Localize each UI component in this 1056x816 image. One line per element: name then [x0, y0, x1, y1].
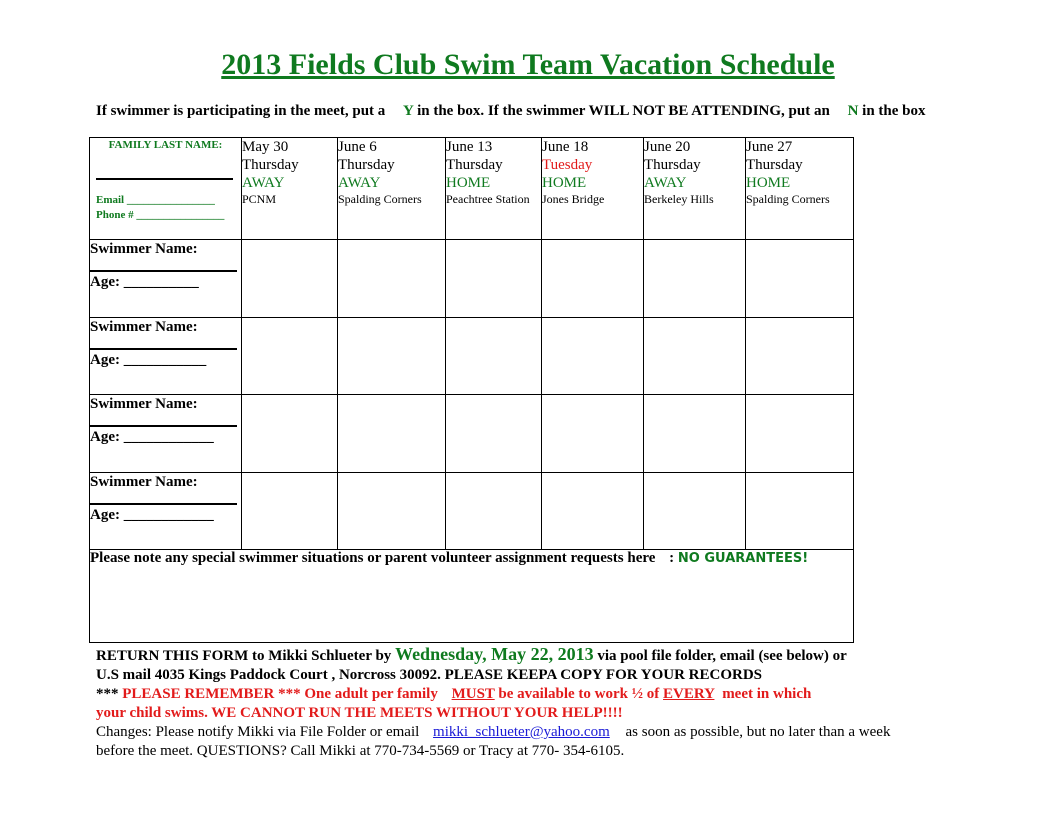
swimmer-row — [90, 395, 854, 473]
family-cell[interactable] — [90, 138, 242, 240]
attendance-box[interactable] — [338, 395, 446, 473]
attendance-box[interactable] — [542, 318, 644, 395]
swimmer-name-line[interactable] — [90, 425, 237, 427]
swimmer-name-label: Swimmer Name: — [90, 474, 198, 490]
swimmer-info-cell[interactable] — [90, 318, 242, 395]
swimmer-row — [90, 318, 854, 395]
meet-type: AWAY — [242, 175, 285, 191]
meet-location: Jones Bridge — [542, 192, 605, 206]
notes-row — [90, 550, 854, 643]
header-row — [90, 138, 854, 240]
swimmer-name-line[interactable] — [90, 503, 237, 505]
meet-date: June 20 — [644, 139, 691, 155]
page-title: 2013 Fields Club Swim Team Vacation Schedule — [221, 48, 835, 81]
meet-location: Peachtree Station — [446, 192, 530, 206]
instructions-part2: in the box. If the swimmer WILL NOT BE ATTENDING, put an — [417, 103, 830, 119]
attendance-box[interactable] — [644, 395, 746, 473]
attendance-box[interactable] — [644, 318, 746, 395]
swimmer-info-cell[interactable] — [90, 473, 242, 550]
attendance-box[interactable] — [746, 318, 854, 395]
return-text: RETURN THIS FORM to Mikki Schlueter by — [96, 648, 392, 664]
attendance-box[interactable] — [542, 473, 644, 550]
changes-text: Changes: Please notify Mikki via File Folder or email — [96, 724, 420, 740]
remember-text-3: meet in which — [722, 686, 812, 702]
email-link[interactable]: mikki_schlueter@yahoo.com — [433, 724, 610, 740]
attendance-box[interactable] — [338, 318, 446, 395]
meet-header — [542, 138, 644, 240]
attendance-box[interactable] — [242, 240, 338, 318]
meet-type: AWAY — [338, 175, 381, 191]
email-label: Email — [96, 194, 125, 206]
attendance-box[interactable] — [242, 395, 338, 473]
footer-instructions — [96, 645, 956, 761]
meet-date: June 6 — [338, 139, 377, 155]
swimmer-info-cell[interactable] — [90, 240, 242, 318]
remember-line — [96, 685, 956, 704]
attendance-box[interactable] — [242, 473, 338, 550]
meet-location: PCNM — [242, 192, 277, 206]
swimmer-name-line[interactable] — [90, 348, 237, 350]
return-method: via pool file folder, email (see below) or — [597, 648, 847, 664]
attendance-box[interactable] — [746, 473, 854, 550]
attendance-box[interactable] — [644, 473, 746, 550]
deadline: Wednesday, May 22, 2013 — [395, 644, 594, 664]
swimmer-info-cell[interactable] — [90, 395, 242, 473]
attendance-box[interactable] — [446, 395, 542, 473]
age-label: Age: — [90, 274, 120, 290]
changes-deadline: as soon as possible, but no later than a week — [625, 724, 891, 740]
attendance-box[interactable] — [644, 240, 746, 318]
swimmer-row — [90, 473, 854, 550]
must-text: MUST — [451, 686, 495, 702]
remember-text-2: be available to work ½ of — [498, 686, 660, 702]
meet-type: AWAY — [644, 175, 687, 191]
age-row[interactable]: Age: __________ — [90, 274, 199, 290]
age-label: Age: — [90, 507, 120, 523]
attendance-box[interactable] — [542, 240, 644, 318]
remember-text: PLEASE REMEMBER *** One adult per family — [122, 686, 438, 702]
meet-date: June 18 — [542, 139, 589, 155]
age-row[interactable]: Age: ____________ — [90, 507, 214, 523]
schedule-table — [89, 137, 854, 643]
instructions — [96, 103, 926, 120]
attendance-box[interactable] — [446, 240, 542, 318]
meet-day: Thursday — [746, 157, 803, 173]
meet-header — [644, 138, 746, 240]
attendance-box[interactable] — [746, 240, 854, 318]
every-text: EVERY — [663, 686, 715, 702]
meet-date: June 27 — [746, 139, 793, 155]
meet-day: Thursday — [338, 157, 395, 173]
meet-location: Berkeley Hills — [644, 192, 714, 206]
attendance-box[interactable] — [338, 240, 446, 318]
swimmer-name-line[interactable] — [90, 270, 237, 272]
meet-location: Spalding Corners — [338, 192, 422, 206]
swimmer-name-label: Swimmer Name: — [90, 241, 198, 257]
no-marker: N — [847, 103, 859, 119]
age-label: Age: — [90, 429, 120, 445]
return-line — [96, 645, 956, 666]
attendance-box[interactable] — [338, 473, 446, 550]
mail-line: U.S mail 4035 Kings Paddock Court , Norcross 30092. PLEASE KEEPA COPY FOR YOUR RECORDS — [96, 667, 763, 683]
meet-header — [338, 138, 446, 240]
attendance-box[interactable] — [242, 318, 338, 395]
phone-row[interactable]: Phone # ________________ — [96, 209, 225, 221]
phone-label: Phone # — [96, 209, 134, 221]
age-row[interactable]: Age: ___________ — [90, 352, 207, 368]
age-label: Age: — [90, 352, 120, 368]
swimmer-name-label: Swimmer Name: — [90, 396, 198, 412]
notes-separator: : — [669, 550, 675, 566]
family-last-name-label: FAMILY LAST NAME: — [108, 139, 223, 151]
changes-line — [96, 723, 956, 742]
family-name-line[interactable] — [96, 178, 233, 180]
instructions-part3: in the box — [862, 103, 926, 119]
meet-day: Thursday — [242, 157, 299, 173]
questions-line: before the meet. QUESTIONS? Call Mikki at 770-734-5569 or Tracy at 770- 354-6105. — [96, 743, 625, 759]
meet-date: June 13 — [446, 139, 493, 155]
attendance-box[interactable] — [446, 318, 542, 395]
attendance-box[interactable] — [542, 395, 644, 473]
remember-line-2: your child swims. WE CANNOT RUN THE MEETS WITHOUT YOUR HELP!!!! — [96, 705, 623, 721]
meet-type: HOME — [746, 175, 791, 191]
meet-type: HOME — [542, 175, 587, 191]
meet-day: Thursday — [644, 157, 701, 173]
meet-day: Thursday — [446, 157, 503, 173]
notes-prompt: Please note any special swimmer situations or parent volunteer assignment requests here — [90, 550, 656, 566]
meet-header — [746, 138, 854, 240]
no-guarantees-label: NO GUARANTEES! — [677, 551, 809, 566]
meet-date: May 30 — [242, 139, 289, 155]
email-row[interactable]: Email ________________ — [96, 194, 215, 206]
meet-type: HOME — [446, 175, 491, 191]
meet-header — [446, 138, 542, 240]
meet-header — [242, 138, 338, 240]
meet-location: Spalding Corners — [746, 192, 830, 206]
remember-stars: *** — [96, 686, 119, 702]
instructions-part1: If swimmer is participating in the meet, put a — [96, 103, 386, 119]
notes-cell[interactable] — [90, 550, 854, 643]
age-row[interactable]: Age: ____________ — [90, 429, 214, 445]
attendance-box[interactable] — [446, 473, 542, 550]
swimmer-row — [90, 240, 854, 318]
meet-day: Tuesday — [542, 157, 593, 173]
yes-marker: Y — [403, 103, 414, 119]
attendance-box[interactable] — [746, 395, 854, 473]
swimmer-name-label: Swimmer Name: — [90, 319, 198, 335]
